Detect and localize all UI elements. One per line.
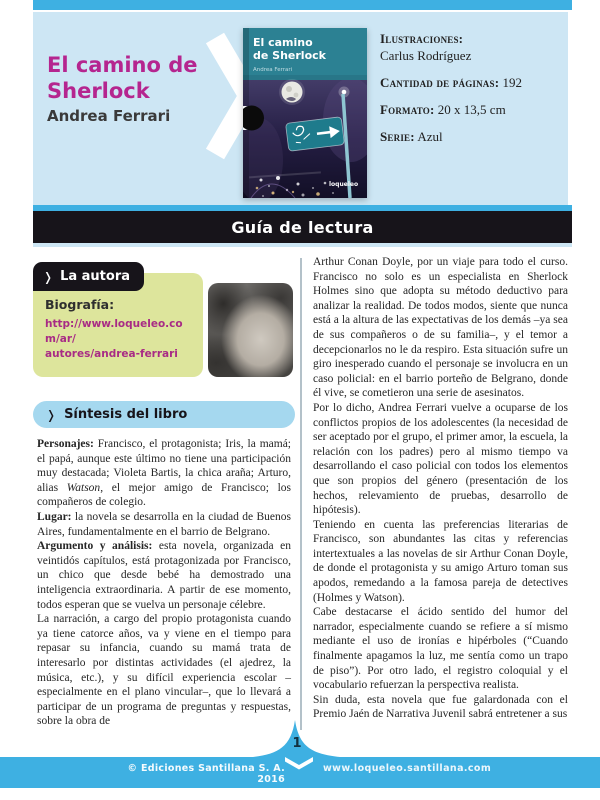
- guide-banner-title: Guía de lectura: [231, 217, 374, 237]
- info-row-pages: [380, 74, 565, 91]
- paragraph: Lugar: la novela se desarrolla en la ciudad de Buenos Aires, fundamentalmente en el barrio de Belgrano.: [37, 510, 291, 538]
- paragraph: Cabe destacarse el ácido sentido del humor del narrador, especialmente cuando se refiere a sí mismo mediante el uso de ironías e hipérboles (“Cuando finalmente apagamos la luz, me sentía como un trapo de piso”). Por otro lado, el registro coloquial y el vocabulario refuerzan la perspectiva realista.: [313, 606, 568, 692]
- paragraph: Argumento y análisis: esta novela, organizada en veintidós capítulos, está protagonizada por Francisco, un chico que desde bebé ha demostrado una inteligencia extraordinaria. A partir de ese momento, todos esperan que se vuelva un personaje célebre.: [37, 540, 292, 611]
- info-label: Serie:: [380, 129, 415, 144]
- open-book-icon: [283, 756, 315, 770]
- footer-copyright: © Ediciones Santillana S. A. 2016: [127, 763, 285, 785]
- info-value: 20 x 13,5 cm: [437, 102, 506, 117]
- author-photo: [208, 283, 293, 377]
- header-panel: [33, 12, 568, 205]
- info-label: Cantidad de páginas:: [380, 75, 500, 90]
- chevron-icon: ❭: [46, 407, 57, 422]
- page-title-line2: Sherlock: [47, 79, 150, 103]
- bio-link[interactable]: [45, 317, 195, 362]
- book-info-list: [380, 30, 565, 155]
- guide-banner: [33, 211, 572, 243]
- heading-sintesis-del-libro: [33, 401, 295, 428]
- cover-title-line1: El camino: [253, 36, 313, 49]
- bio-link-line1[interactable]: http://www.loqueleo.com/ar/: [45, 318, 183, 345]
- info-value: Carlus Rodríguez: [380, 48, 472, 63]
- page-number: 1: [292, 736, 302, 751]
- page-author: Andrea Ferrari: [47, 107, 171, 125]
- column-divider: [300, 258, 302, 730]
- info-row-format: [380, 101, 565, 118]
- paragraph: La narración, a cargo del propio protagonista cuando ya tiene catorce años, va y viene en el tiempo para repasar su infancia, cuando su mamá trata de interesarlo por distintas actividades (el ajedrez, la música, etc.), y su difícil experiencia escolar –especialmente en el plano vincular–, que lo llevará a participar de un programa de preguntas y respuestas, sobre la obra de: [37, 613, 291, 728]
- paragraph: Sin duda, esta novela que fue galardonada con el Premio Jaén de Narrativa Juvenil sabrá entretener a sus: [313, 693, 568, 721]
- bio-link-line2[interactable]: autores/andrea-ferrari: [45, 348, 178, 360]
- banner-accent-bottom: [33, 243, 572, 247]
- paragraph: Por lo dicho, Andrea Ferrari vuelve a ocuparse de los conflictos propios de los adolescentes (la necesidad de ser aceptado por el grupo, el primer amor, la escuela, la relación con los padres) pero al mismo tiempo va desarrollando el caso policial con todos los elementos que son propios del género (presentación de los hechos, relevamiento de pruebas, desarrollo de hipótesis).: [313, 401, 568, 517]
- cover-publisher-logo: loqueleo: [329, 181, 359, 188]
- right-column-text: [313, 255, 568, 722]
- paragraph: Personajes: Francisco, el protagonista; Iris, la mamá; el papá, aunque este último no tiene una participación muy destacada; Violeta Bartis, la chica araña; Arturo, alias Watson, el mejor amigo de Francisco; los compañeros de colegio.: [37, 438, 292, 509]
- info-label: Ilustraciones:: [380, 31, 464, 46]
- book-cover: [243, 28, 367, 198]
- paragraph: Arthur Conan Doyle, por un viaje para todo el curso. Francisco no solo es un especialista en Sherlock Holmes sino que adopta su método deductivo para analizar la realidad. De todos modos, siente que nunca está a la altura de las expectativas de los demás –ya sea de sus compañeros o de su familia–, y el temor a decepcionarlos no le da respiro. Esta situación sufre un giro inesperado cuando el personaje se involucra en un caso policial: en el barrio porteño de Belgrano, donde él vive, se cometieron una serie de asesinatos.: [313, 256, 568, 400]
- info-value: 192: [502, 75, 522, 90]
- left-column-text: [37, 437, 291, 729]
- chevron-icon: ❭: [43, 269, 54, 284]
- info-row-illustrations: [380, 30, 565, 64]
- street-lamp-icon: [342, 90, 347, 95]
- info-value: Azul: [417, 129, 443, 144]
- paragraph: Teniendo en cuenta las preferencias literarias de Francisco, son abundantes las citas y referencias intertextuales a las novelas de sir Arthur Conan Doyle, de donde el protagonista y su amigo Arturo toman sus apodos, remedando a la famosa pareja de detectives (Holmes y Watson).: [313, 518, 568, 604]
- tab-la-autora-label: La autora: [60, 269, 131, 284]
- cover-author: Andrea Ferrari: [253, 67, 293, 73]
- sintesis-heading-label: Síntesis del libro: [64, 407, 188, 422]
- sign-arrow-icon: [317, 132, 331, 134]
- footer-website: www.loqueleo.santillana.com: [323, 763, 492, 774]
- top-accent-bar: [33, 0, 572, 10]
- info-label: Formato:: [380, 102, 435, 117]
- footer-band: [0, 716, 600, 788]
- page-title: [47, 52, 217, 104]
- cover-title-line2: de Sherlock: [253, 49, 326, 62]
- page-title-line1: El camino de: [47, 53, 198, 77]
- tab-la-autora: [33, 262, 144, 291]
- bio-label: Biografía:: [45, 297, 115, 312]
- info-row-series: [380, 128, 565, 145]
